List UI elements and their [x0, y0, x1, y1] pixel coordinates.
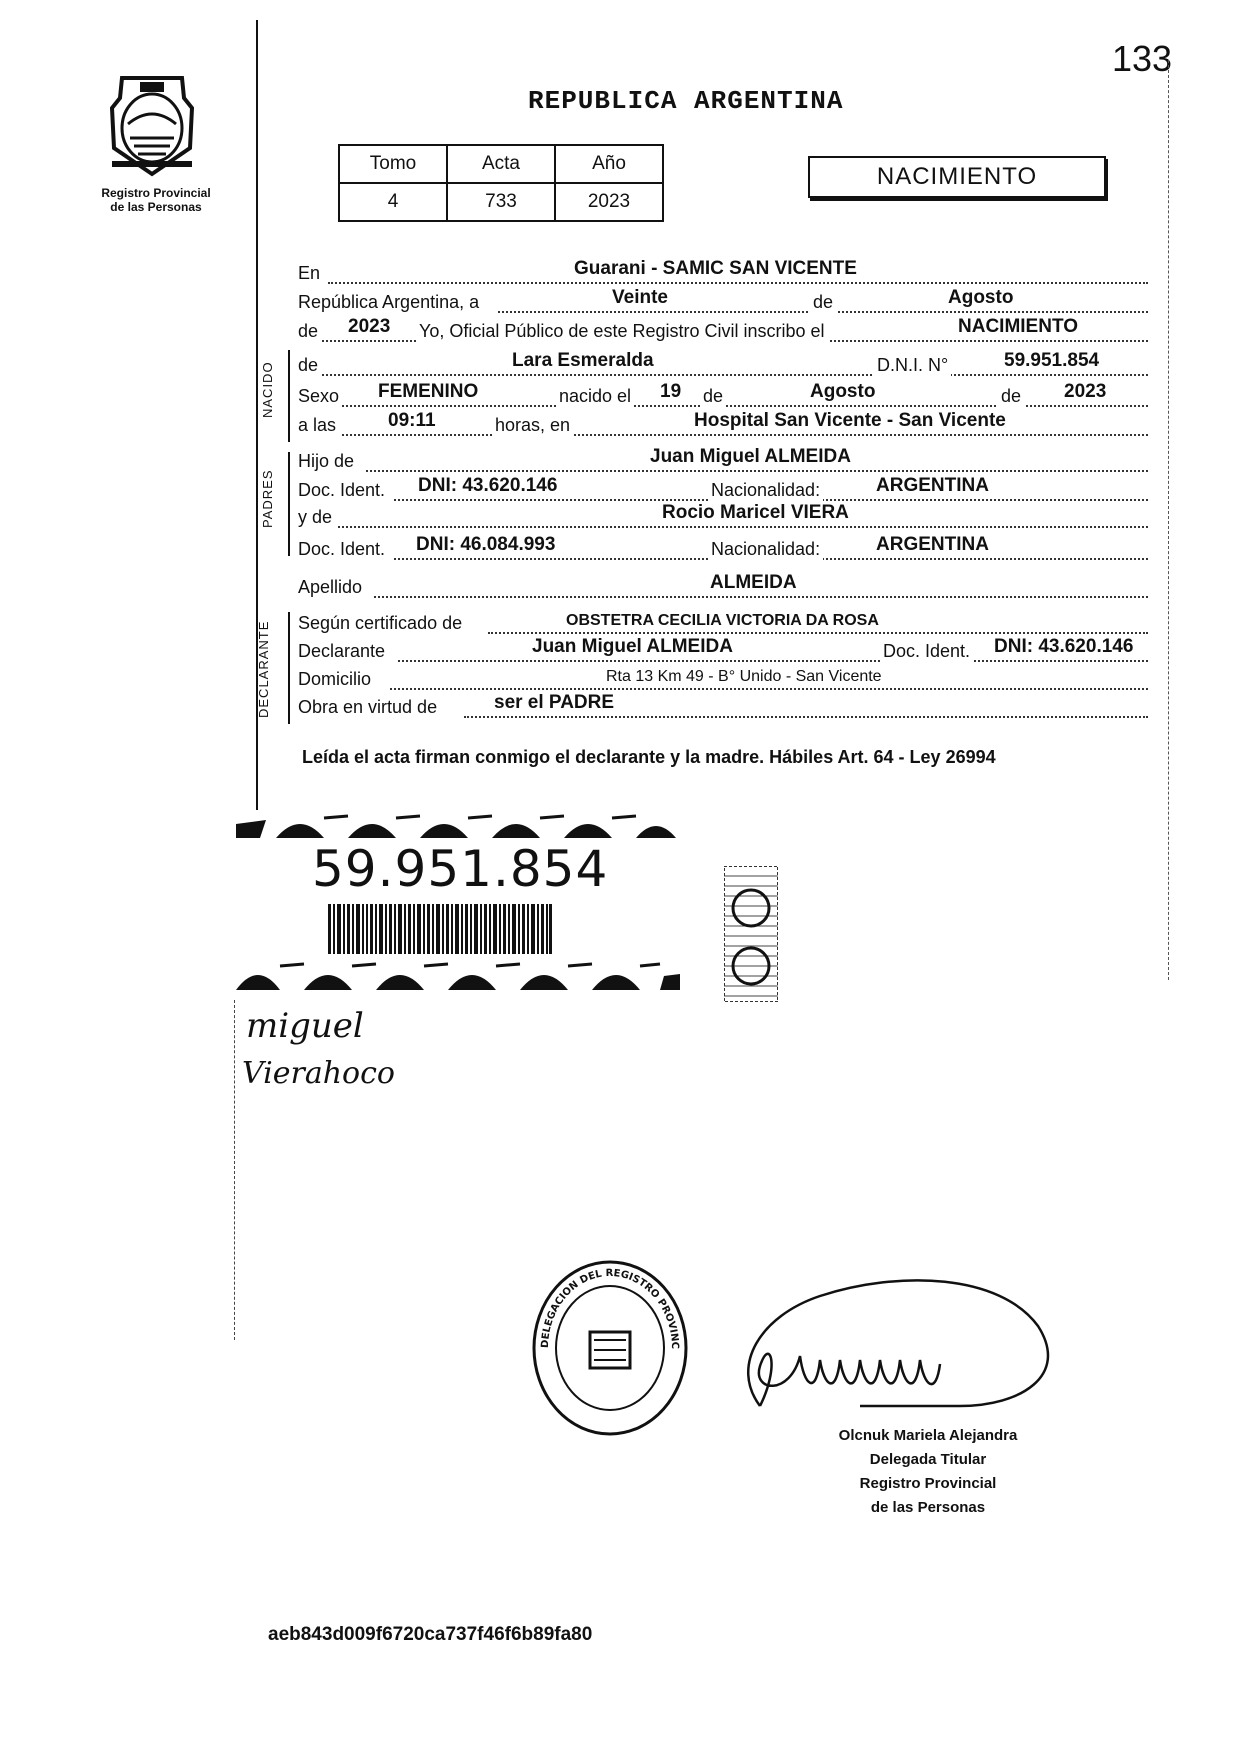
de-label: de	[810, 292, 836, 313]
declarante-rule	[288, 612, 290, 724]
nacido-section-label: NACIDO	[260, 361, 275, 418]
dni-label: D.N.I. N°	[874, 355, 951, 376]
decl-doc-label: Doc. Ident.	[880, 641, 973, 662]
dni-value: 59.951.854	[1004, 350, 1100, 371]
de2-label: de	[298, 321, 321, 342]
official-org-line1: Registro Provincial	[859, 1475, 997, 1492]
registry-caption-line1: Registro Provincial	[101, 186, 211, 200]
line-sexo	[298, 383, 1148, 411]
nacido-de-label: de	[298, 355, 321, 376]
nacido-de2-label: de	[700, 386, 726, 407]
madre-value: Rocio Maricel VIERA	[662, 502, 849, 523]
padres-section-label: PADRES	[260, 469, 275, 528]
line-yo	[298, 318, 1148, 346]
record-table	[338, 144, 664, 222]
official-signature-block	[808, 1424, 1048, 1520]
anio-value: 2023	[348, 316, 391, 337]
line-padre-doc	[298, 477, 1148, 505]
official-name: Olcnuk Mariela Alejandra	[838, 1427, 1018, 1444]
obra-label: Obra en virtud de	[298, 697, 440, 718]
nacido-anio-value: 2023	[1064, 381, 1107, 402]
obra-value: ser el PADRE	[494, 692, 615, 713]
dom-label: Domicilio	[298, 669, 374, 690]
official-org-line2: de las Personas	[870, 1499, 986, 1516]
nacido-el-label: nacido el	[556, 386, 634, 407]
line-madre-doc	[298, 536, 1148, 564]
nacido-dia-value: 19	[660, 381, 682, 402]
signature-declarante: miguel	[246, 1006, 364, 1046]
document-hash: aeb843d009f6720ca737f46f6b89fa80	[268, 1624, 593, 1645]
sexo-label: Sexo	[298, 386, 342, 407]
cert-label: Según certificado de	[298, 613, 465, 634]
record-type-box: NACIMIENTO	[808, 156, 1106, 198]
cert-value: OBSTETRA CECILIA VICTORIA DA ROSA	[566, 612, 879, 629]
line-republica	[298, 289, 1148, 317]
hijo-label: Hijo de	[298, 451, 357, 472]
decl-doc-value: DNI: 43.620.146	[994, 636, 1134, 657]
barcode-icon	[328, 904, 552, 954]
record-value-anio: 2023	[555, 183, 663, 221]
record-value-acta: 733	[447, 183, 555, 221]
barcode-number: 59.951.854	[312, 840, 609, 898]
madre-doc-label: Doc. Ident.	[298, 539, 388, 560]
line-declarante	[298, 638, 1148, 666]
padres-rule	[288, 452, 290, 556]
official-seal	[528, 1256, 692, 1440]
record-value-tomo: 4	[339, 183, 447, 221]
decl-value: Juan Miguel ALMEIDA	[532, 636, 733, 657]
dom-value: Rta 13 Km 49 - B° Unido - San Vicente	[606, 668, 882, 685]
signature-madre: Vierahoco	[242, 1056, 395, 1091]
madre-nac-value: ARGENTINA	[876, 534, 989, 555]
provincial-emblem-icon	[92, 68, 222, 185]
inscribe-value: NACIMIENTO	[958, 316, 1078, 337]
official-signature-icon	[700, 1256, 1060, 1426]
record-header-tomo: Tomo	[339, 145, 447, 183]
page-number: 133	[1112, 38, 1173, 79]
padre-doc-label: Doc. Ident.	[298, 480, 388, 501]
line-hijo	[298, 448, 1148, 476]
registry-caption	[86, 186, 226, 214]
document-title: REPUBLICA ARGENTINA	[528, 86, 844, 116]
registry-caption-line2: de las Personas	[110, 200, 202, 214]
republica-label: República Argentina, a	[298, 292, 482, 313]
seal-text: DELEGACION DEL REGISTRO PROVINC	[539, 1267, 681, 1350]
signature-area-rule	[234, 1000, 235, 1340]
apellido-label: Apellido	[298, 577, 365, 598]
en-label: En	[298, 263, 323, 284]
nacido-de3-label: de	[998, 386, 1024, 407]
madre-doc-value: DNI: 46.084.993	[416, 534, 556, 555]
line-yde	[298, 504, 1148, 532]
horas-label: horas, en	[492, 415, 573, 436]
a-las-label: a las	[298, 415, 339, 436]
security-hologram-icon	[724, 866, 778, 1002]
official-title: Delegada Titular	[869, 1451, 987, 1468]
hora-value: 09:11	[388, 410, 436, 431]
dia-value: Veinte	[612, 287, 668, 308]
line-en	[298, 260, 1148, 288]
decl-label: Declarante	[298, 641, 388, 662]
declarante-section-label: DECLARANTE	[256, 620, 271, 718]
padre-doc-value: DNI: 43.620.146	[418, 475, 558, 496]
nacido-mes-value: Agosto	[810, 381, 876, 402]
nombre-value: Lara Esmeralda	[512, 350, 654, 371]
nacido-rule	[288, 350, 290, 442]
record-header-anio: Año	[555, 145, 663, 183]
line-domicilio	[298, 666, 1148, 694]
padre-nac-label: Nacionalidad:	[708, 480, 823, 501]
apellido-value: ALMEIDA	[710, 572, 797, 593]
lugar-value: Hospital San Vicente - San Vicente	[694, 410, 1006, 431]
madre-nac-label: Nacionalidad:	[708, 539, 823, 560]
line-cert	[298, 610, 1148, 638]
padre-value: Juan Miguel ALMEIDA	[650, 446, 851, 467]
right-margin-rule	[1168, 60, 1169, 980]
en-value: Guarani - SAMIC SAN VICENTE	[574, 258, 857, 279]
yde-label: y de	[298, 507, 335, 528]
record-header-acta: Acta	[447, 145, 555, 183]
padre-nac-value: ARGENTINA	[876, 475, 989, 496]
mes-value: Agosto	[948, 287, 1014, 308]
line-apellido	[298, 574, 1148, 602]
security-band-bottom	[236, 956, 680, 990]
svg-text:DELEGACION DEL REGISTRO PROVIN	[528, 1256, 680, 1349]
security-band-top	[236, 810, 680, 838]
line-hora	[298, 412, 1148, 440]
yo-text: Yo, Oficial Público de este Registro Civil inscribo el	[416, 321, 828, 342]
sexo-value: FEMENINO	[378, 381, 479, 402]
closing-statement: Leída el acta firman conmigo el declarante y la madre. Hábiles Art. 64 - Ley 26994	[302, 747, 996, 767]
line-nombre	[298, 352, 1148, 380]
line-obra	[298, 694, 1148, 722]
